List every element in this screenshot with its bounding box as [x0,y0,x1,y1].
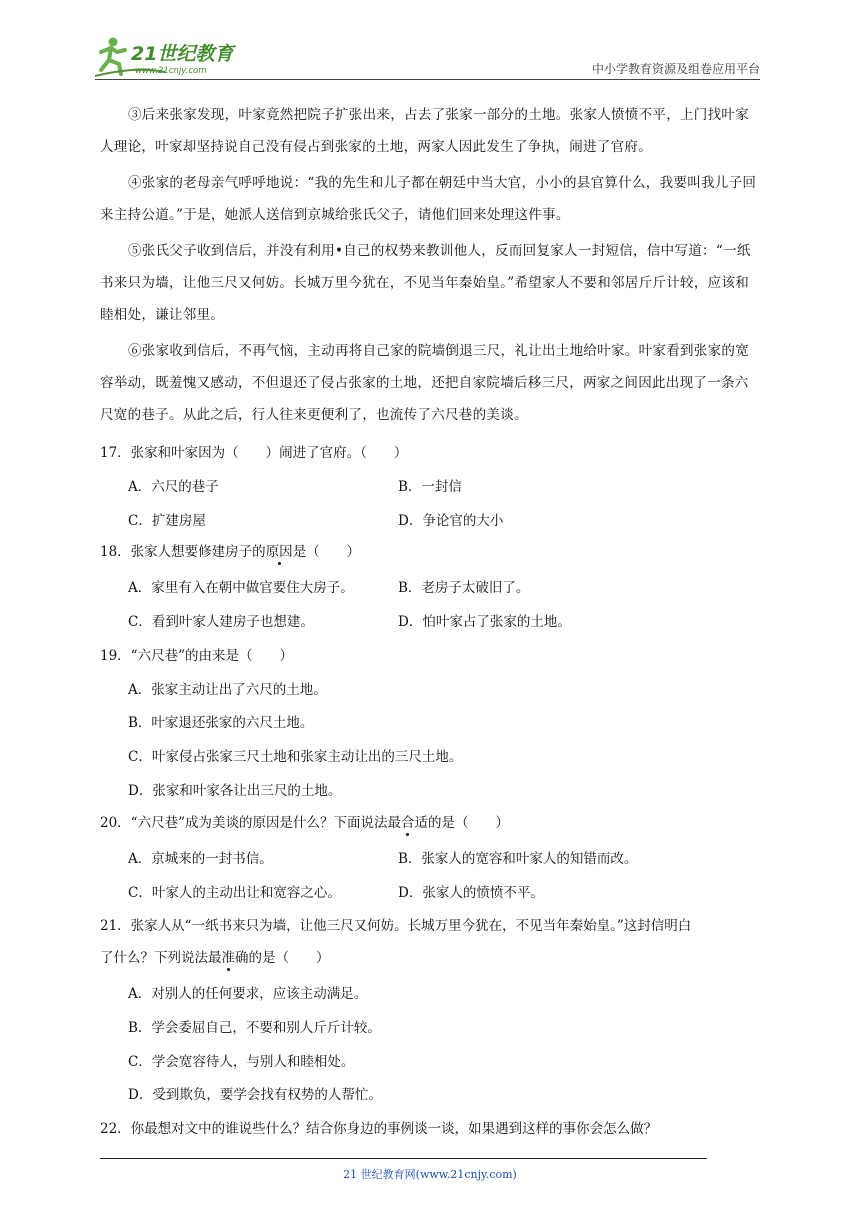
q19-option-d[interactable]: D．张家和叶家各让出三尺的土地。 [128,783,342,799]
footer-divider [100,1158,707,1159]
footer-link[interactable]: 21 世纪教育网(www.21cnjy.com) [343,1168,517,1181]
question-21-line-2: 了什么？下列说法最准确的是（ ） [100,950,330,966]
q21-option-a[interactable]: A．对别人的任何要求，应该主动满足。 [128,986,368,1002]
passage-paragraph-3: ③后来张家发现，叶家竟然把院子扩张出来，占去了张家一部分的土地。张家人愤愤不平，上门找叶家人理论，叶家却坚持说自己没有侵占到张家的土地，两家人因此发生了争执，闹进了官府。 [100,107,749,155]
emphasis-dots: 原因 [265,544,293,560]
platform-name: 中小学教育资源及组卷应用平台 [591,62,760,76]
q21-option-b[interactable]: B．学会委屈自己，不要和别人斤斤计较。 [128,1020,381,1036]
question-18: 18．张家人想要修建房子的原因是（ ） [100,544,361,560]
q21-option-c[interactable]: C．学会宽容待人，与别人和睦相处。 [128,1054,355,1070]
q17-option-d[interactable]: D．争论官的大小 [398,513,504,529]
passage-paragraph-6: ⑥张家收到信后，不再气恼，主动再将自己家的院墙倒退三尺，礼让出土地给叶家。叶家看到张家的宽容举动，既羞愧又感动，不但退还了侵占张家的土地，还把自家院墙后移三尺，两家之间因此出现了一条六尺宽的巷子。从此之后，行人往来更便利了，也流传了六尺巷的美谈。 [100,343,749,423]
site-logo [95,36,265,78]
q18-option-a[interactable]: A．家里有入在朝中做官要住大房子。 [128,580,354,596]
emphasis-dots: 最准确 [208,950,249,966]
question-22: 22．你最想对文中的谁说些什么？结合你身边的事例谈一谈，如果遇到这样的事你会怎么做？ [100,1121,658,1137]
passage-paragraph-4: ④张家的老母亲气呼呼地说：“我的先生和儿子都在朝廷中当大官，小小的县官算什么，我要叫我儿子回来主持公道。”于是，她派人送信到京城给张氏父子，请他们回来处理这件事。 [100,175,757,223]
q17-option-c[interactable]: C．扩建房屋 [128,513,206,529]
q17-option-b[interactable]: B．一封信 [398,479,462,495]
question-20: 20．“六尺巷”成为美谈的原因是什么？下面说法最合适的是（ ） [100,815,509,831]
q20-option-d[interactable]: D．张家人的愤愤不平。 [398,885,544,901]
svg-text:www.21cnjy.com: www.21cnjy.com [135,66,207,76]
q21-option-d[interactable]: D．受到欺负，要学会找有权势的人帮忙。 [128,1087,382,1103]
q19-option-a[interactable]: A．张家主动让出了六尺的土地。 [128,682,327,698]
svg-text:21世纪教育: 21世纪教育 [131,43,234,65]
q18-option-d[interactable]: D．怕叶家占了张家的土地。 [398,614,571,630]
question-21-line-1: 21．张家人从“一纸书来只为墙，让他三尺又何妨。长城万里今犹在，不见当年秦始皇。”这封信明白 [100,918,692,934]
runner-logo-icon [95,36,265,78]
q19-option-b[interactable]: B．叶家退还张家的六尺土地。 [128,715,314,731]
question-17: 17．张家和叶家因为（ ）闹进了官府。（ ） [100,445,408,461]
q18-option-b[interactable]: B．老房子太破旧了。 [398,580,530,596]
q18-option-c[interactable]: C．看到叶家人建房子也想建。 [128,614,314,630]
q20-option-a[interactable]: A．京城来的一封书信。 [128,851,273,867]
question-19: 19．“六尺巷”的由来是（ ） [100,648,293,664]
page-header [95,34,760,80]
header-divider [95,79,760,80]
emphasis-dots: 最合适 [387,815,428,831]
q20-option-c[interactable]: C．叶家人的主动出让和宽容之心。 [128,885,341,901]
q17-option-a[interactable]: A．六尺的巷子 [128,479,219,495]
q20-option-b[interactable]: B．张家人的宽容和叶家人的知错而改。 [398,851,638,867]
passage-paragraph-5: ⑤张氏父子收到信后，并没有利用•自己的权势来教训他人，反而回复家人一封短信，信中写道：“一纸书来只为墙，让他三尺又何妨。长城万里今犹在，不见当年秦始皇。”希望家人不要和邻居斤斤计较，应该和睦相处，谦让邻里。 [100,243,751,323]
q19-option-c[interactable]: C．叶家侵占张家三尺土地和张家主动让出的三尺土地。 [128,749,463,765]
